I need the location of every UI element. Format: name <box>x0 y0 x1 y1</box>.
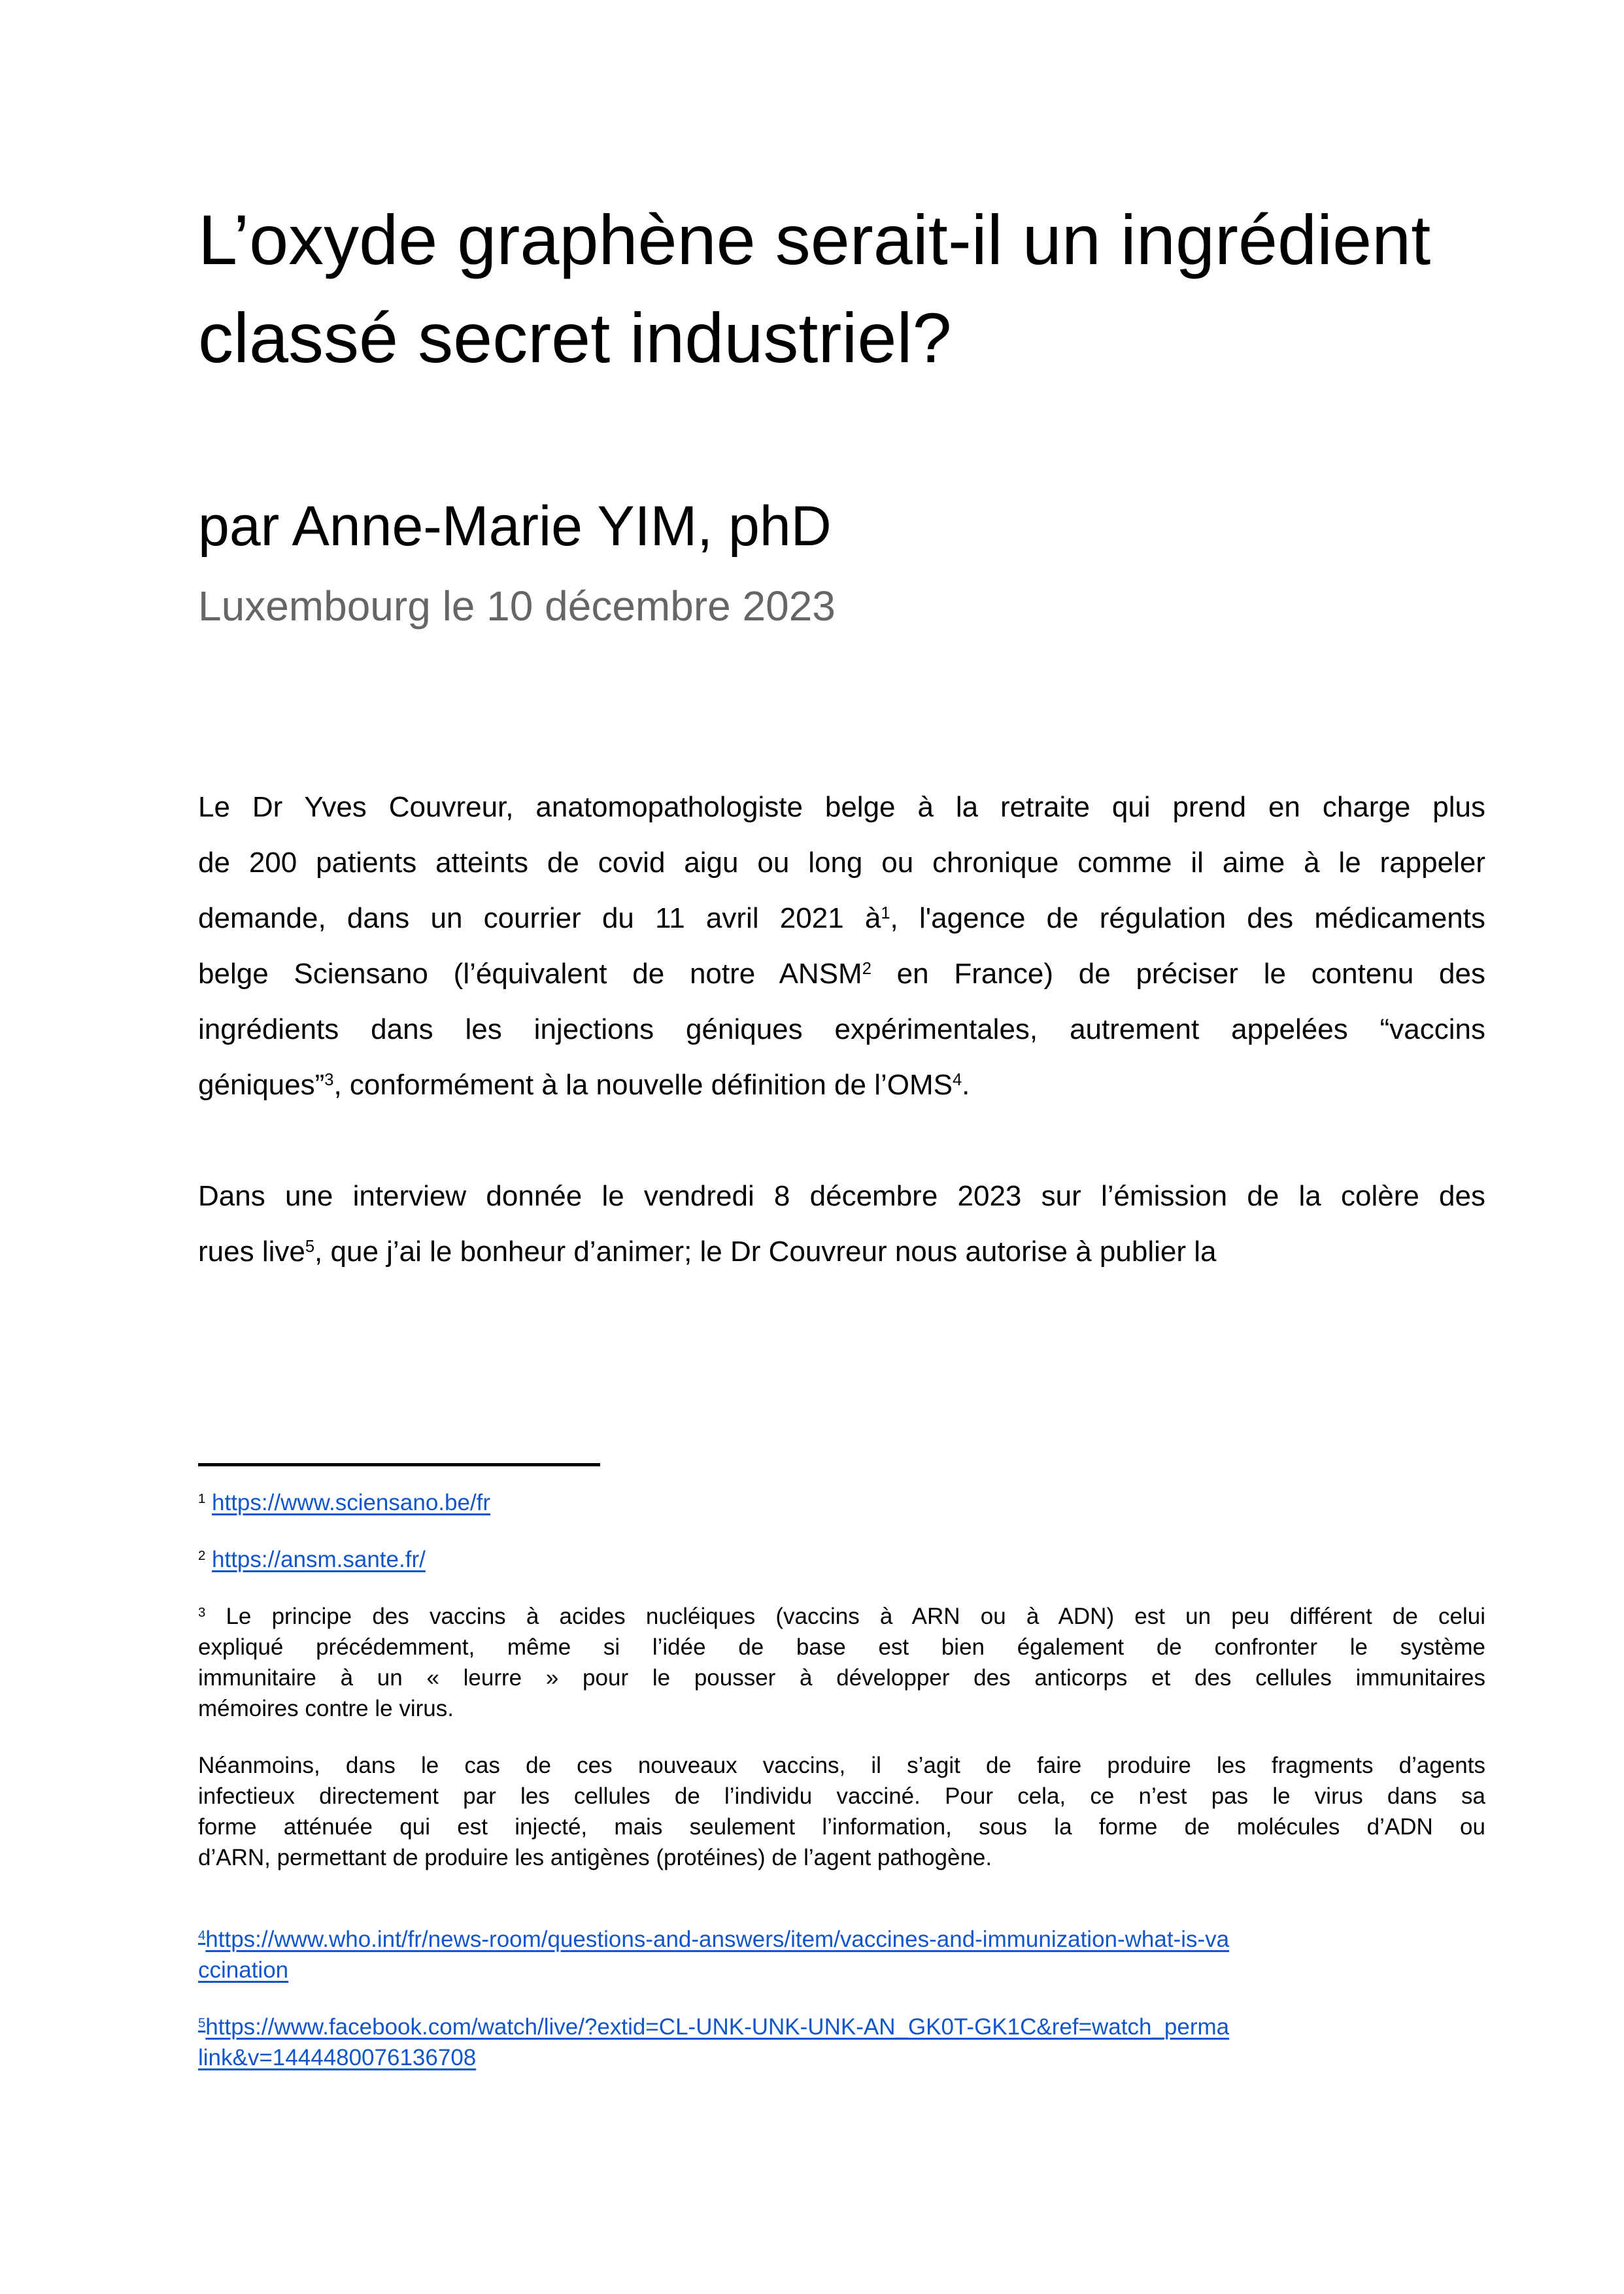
text-run: d’ARN, permettant de produire les antigènes (protéines) de l’agent pathogène. <box>198 1845 992 1870</box>
footnote-link[interactable]: ccination <box>198 1957 289 1983</box>
text-run: expliqué précédemment, même si l’idée de base est bien également de confronter le système <box>198 1634 1485 1660</box>
text-line <box>198 1601 1485 1632</box>
footnote-4 <box>198 1924 1485 1985</box>
superscript-marker: 1 <box>198 1491 206 1506</box>
footnote-link[interactable]: https://ansm.sante.fr/ <box>212 1547 426 1572</box>
text-line <box>198 2012 1485 2042</box>
footnote-separator <box>198 1463 600 1466</box>
text-run: Dans une interview donnée le vendredi 8 décembre 2023 sur l’émission de la colère des <box>198 1180 1485 1212</box>
article-title-line: classé secret industriel? <box>198 298 952 377</box>
text-line <box>198 1224 1485 1279</box>
text-run: géniques” <box>198 1069 325 1101</box>
footnote-link[interactable]: 4 <box>198 1928 206 1943</box>
text-run: Le Dr Yves Couvreur, anatomopathologiste belge à la retraite qui prend en charge plus <box>198 791 1485 823</box>
text-run: ingrédients dans les injections géniques expérimentales, autrement appelées “vaccins <box>198 1013 1485 1045</box>
superscript-marker: 4 <box>952 1070 962 1089</box>
text-run: de 200 patients atteints de covid aigu ou long ou chronique comme il aime à le rappeler <box>198 847 1485 879</box>
text-line <box>198 1632 1485 1662</box>
dateline: Luxembourg le 10 décembre 2023 <box>198 582 836 630</box>
text-line <box>198 2042 1485 2073</box>
text-line <box>198 1057 1485 1113</box>
text-run: forme atténuée qui est injecté, mais seulement l’information, sous la forme de molécules d’ADN ou <box>198 1814 1485 1840</box>
text-run: mémoires contre le virus. <box>198 1696 454 1721</box>
superscript-marker: 3 <box>198 1605 206 1620</box>
superscript-marker: 1 <box>881 903 890 922</box>
article-body <box>198 779 1485 1335</box>
text-line <box>198 1924 1485 1955</box>
footnote-1 <box>198 1487 1485 1518</box>
footnote-3 <box>198 1601 1485 1724</box>
body-paragraph <box>198 1168 1485 1279</box>
text-line <box>198 1487 1485 1518</box>
footnote-3-continuation <box>198 1750 1485 1873</box>
text-line <box>198 1781 1485 1812</box>
text-line <box>198 1168 1485 1224</box>
footnote-2 <box>198 1544 1485 1575</box>
text-run: Le principe des vaccins à acides nucléiques (vaccins à ARN ou à ADN) est un peu différent de celui <box>205 1604 1485 1629</box>
text-line <box>198 1812 1485 1842</box>
text-run: Néanmoins, dans le cas de ces nouveaux vaccins, il s’agit de faire produire les fragments d’agents <box>198 1753 1485 1778</box>
text-run: belge Sciensano (l’équivalent de notre ANSM <box>198 958 862 990</box>
footnote-link[interactable]: 5 <box>198 2016 206 2031</box>
text-run <box>205 1547 212 1572</box>
article-title-line: L’oxyde graphène serait-il un ingrédient <box>198 200 1431 279</box>
text-line <box>198 890 1485 946</box>
article-title <box>198 191 1485 387</box>
text-line <box>198 1693 1485 1724</box>
text-run: immunitaire à un « leurre » pour le pousser à développer des anticorps et des cellules immunitaires <box>198 1665 1485 1691</box>
text-line <box>198 1955 1485 1985</box>
text-run: , conformément à la nouvelle définition de l’OMS <box>333 1069 953 1101</box>
text-run: , l'agence de régulation des médicaments <box>890 902 1486 934</box>
footnote-link[interactable]: link&v=1444480076136708 <box>198 2045 477 2070</box>
footnote-link[interactable]: https://www.who.int/fr/news-room/questions-and-answers/item/vaccines-and-immunization-what-is-va <box>205 1927 1230 1952</box>
superscript-marker: 5 <box>305 1237 315 1256</box>
text-run: demande, dans un courrier du 11 avril 2021 à <box>198 902 881 934</box>
text-line <box>198 835 1485 890</box>
text-line <box>198 779 1485 835</box>
superscript-marker: 2 <box>862 959 871 978</box>
text-line <box>198 1842 1485 1873</box>
text-run: infectieux directement par les cellules de l’individu vacciné. Pour cela, ce n’est pas le virus dans sa <box>198 1783 1485 1809</box>
superscript-marker: 3 <box>324 1070 334 1089</box>
text-run: rues live <box>198 1236 305 1268</box>
text-line <box>198 1002 1485 1057</box>
text-run: , que j’ai le bonheur d’animer; le Dr Couvreur nous autorise à publier la <box>314 1236 1217 1268</box>
text-run: . <box>962 1069 970 1101</box>
footnote-link[interactable]: https://www.sciensano.be/fr <box>212 1490 491 1515</box>
body-paragraph <box>198 779 1485 1113</box>
text-line <box>198 1544 1485 1575</box>
text-line <box>198 1662 1485 1693</box>
superscript-marker: 2 <box>198 1548 206 1563</box>
text-line <box>198 1750 1485 1781</box>
footnote-link[interactable]: https://www.facebook.com/watch/live/?extid=CL-UNK-UNK-UNK-AN_GK0T-GK1C&ref=watch_perma <box>205 2014 1230 2040</box>
text-line <box>198 946 1485 1002</box>
footnote-5 <box>198 2012 1485 2073</box>
text-run <box>205 1490 212 1515</box>
byline: par Anne-Marie YIM, phD <box>198 495 832 558</box>
text-run: en France) de préciser le contenu des <box>871 958 1485 990</box>
footnotes-section <box>198 1463 1485 2099</box>
